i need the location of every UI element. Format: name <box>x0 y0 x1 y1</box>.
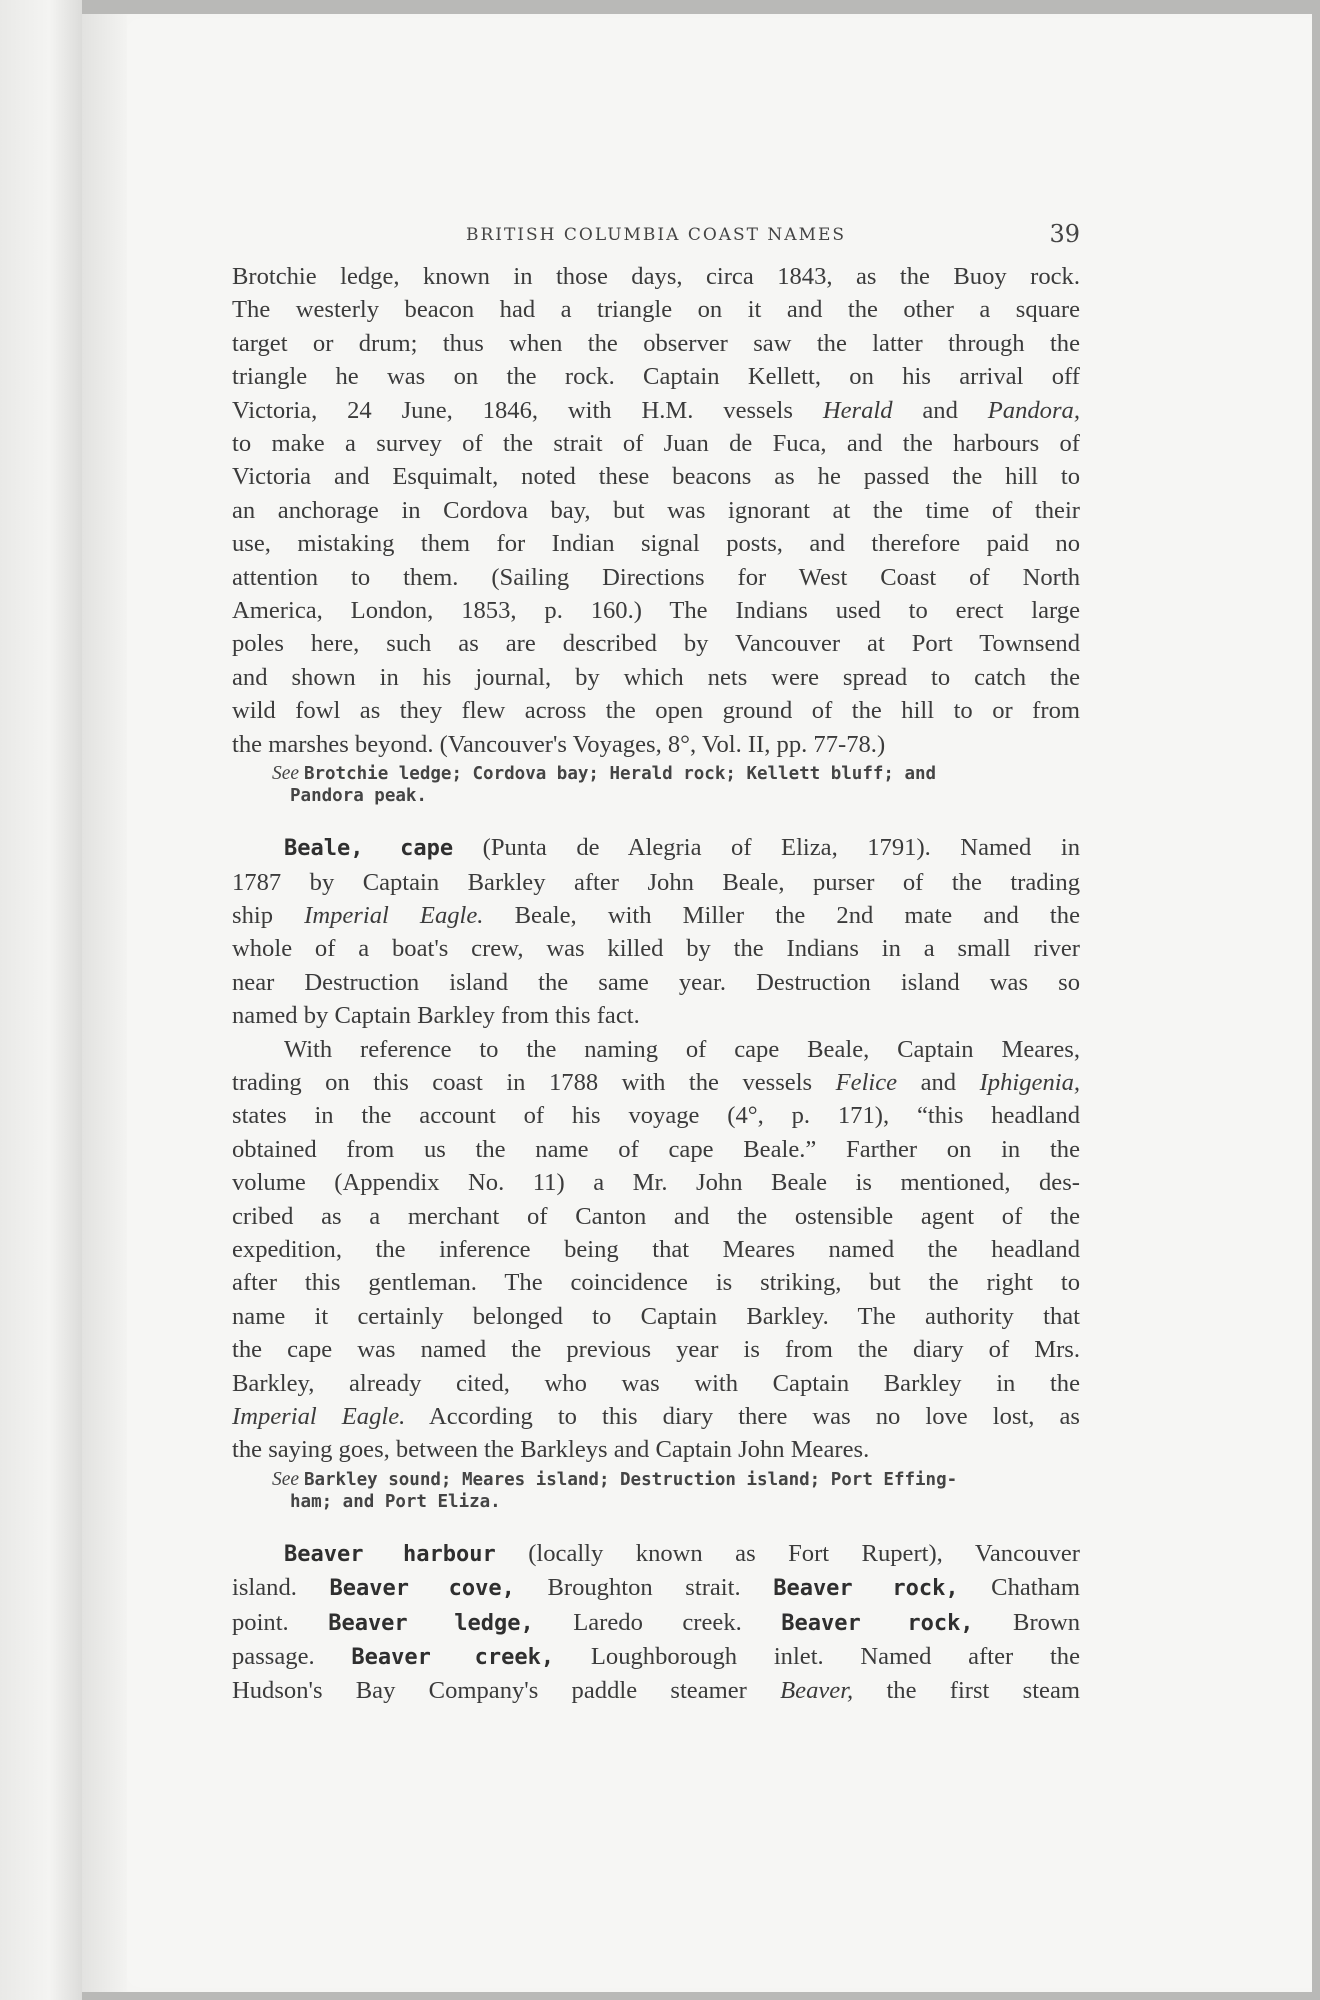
text-line: obtained from us the name of cape Beale.” Farther on in the <box>232 1135 1080 1163</box>
text-line <box>232 899 1080 932</box>
text-line: the marshes beyond. (Vancouver's Voyages, 8°, Vol. II, pp. 77-78.) <box>232 730 886 758</box>
text-run: and <box>897 1068 980 1096</box>
text-line: whole of a boat's crew, was killed by the Indians in a small river <box>232 935 1080 963</box>
text-run: Loughborough inlet. Named after the <box>554 1643 1080 1671</box>
text-line: With reference to the naming of cape Beale, Captain Meares, <box>284 1035 1080 1063</box>
text-run: ship <box>232 901 305 929</box>
page-number: 39 <box>1049 220 1080 248</box>
text-line <box>232 1571 1080 1605</box>
text-run: Victoria, 24 June, 1846, with H.M. vessels <box>232 396 823 424</box>
text-line: after this gentleman. The coincidence is striking, but the right to <box>232 1269 1080 1297</box>
text-line: use, mistaking them for Indian signal posts, and therefore paid no <box>232 530 1080 558</box>
paragraph-brotchie-continuation <box>232 260 1080 807</box>
text-run: Beale, with Miller the 2nd mate and the <box>483 901 1080 929</box>
ship-name-pandora: Pandora, <box>987 396 1080 424</box>
text-run: (Punta de Alegria of Eliza, 1791). Named in <box>453 834 1080 862</box>
headword: Beale, cape <box>284 836 454 862</box>
ship-name-beaver: Beaver, <box>780 1677 854 1705</box>
ship-name-felice: Felice <box>835 1068 898 1096</box>
cross-reference <box>232 763 1080 807</box>
entry-beaver <box>232 1537 1080 1708</box>
ship-name-iphigenia: Iphigenia, <box>979 1068 1081 1096</box>
entry-beale-cape <box>232 831 1080 1513</box>
ship-name: Imperial Eagle. <box>304 901 484 929</box>
see-refs-continued: Pandora peak. <box>290 786 427 807</box>
text-line <box>232 1606 1080 1640</box>
text-line: attention to them. (Sailing Directions for West Coast of North <box>232 563 1080 591</box>
text-run: According to this diary there was no love lost, as <box>405 1403 1080 1430</box>
text-line <box>232 394 1080 427</box>
text-line <box>232 1674 1080 1707</box>
text-line: wild fowl as they flew across the open ground of the hill to or from <box>232 697 1080 725</box>
scan-left-edge <box>0 0 82 2000</box>
page-gutter <box>82 14 127 1992</box>
text-run: Chatham <box>958 1574 1080 1602</box>
ship-name: Imperial Eagle. <box>232 1403 406 1430</box>
text-line: expedition, the inference being that Meares named the headland <box>232 1235 1080 1263</box>
see-label: See <box>272 1468 300 1490</box>
text-run: (locally known as Fort Rupert), Vancouver <box>495 1539 1080 1567</box>
text-line: volume (Appendix No. 11) a Mr. John Beale is mentioned, des- <box>232 1169 1080 1197</box>
headword: Beaver cove, <box>329 1576 515 1602</box>
ship-name-herald: Herald <box>822 396 893 424</box>
running-title: BRITISH COLUMBIA COAST NAMES <box>465 225 847 245</box>
text-run: Brown <box>973 1608 1081 1636</box>
text-line: Barkley, already cited, who was with Captain Barkley in the <box>232 1369 1080 1397</box>
text-run: Laredo creek. <box>533 1608 782 1636</box>
text-run: trading on this coast in 1788 with the vessels <box>232 1068 836 1096</box>
text-line: near Destruction island the same year. Destruction island was so <box>232 968 1080 996</box>
text-run: passage. <box>232 1643 352 1671</box>
text-line <box>232 1537 1080 1571</box>
see-refs: Barkley sound; Meares island; Destruction island; Port Effing- <box>303 1469 958 1490</box>
text-run: and <box>892 396 988 424</box>
headword: Beaver harbour <box>284 1541 496 1567</box>
text-line: states in the account of his voyage (4°, p. 171), “this headland <box>232 1102 1080 1130</box>
text-run: Hudson's Bay Company's paddle steamer <box>232 1677 781 1705</box>
text-line: triangle he was on the rock. Captain Kellett, on his arrival off <box>232 363 1080 391</box>
text-line: named by Captain Barkley from this fact. <box>232 1002 640 1030</box>
headword: Beaver rock, <box>781 1610 974 1636</box>
text-run: the first steam <box>853 1677 1081 1705</box>
text-line <box>232 831 1080 865</box>
text-line: to make a survey of the strait of Juan de Fuca, and the harbours of <box>232 430 1080 458</box>
text-line <box>232 1640 1080 1674</box>
see-label: See <box>272 763 300 785</box>
text-line: The westerly beacon had a triangle on it and the other a square <box>232 296 1080 324</box>
text-line: Victoria and Esquimalt, noted these beacons as he passed the hill to <box>232 463 1080 491</box>
text-line: cribed as a merchant of Canton and the ostensible agent of the <box>232 1202 1080 1230</box>
text-line <box>232 1066 1080 1099</box>
cross-reference <box>232 1469 1080 1513</box>
headword: Beaver creek, <box>351 1645 555 1671</box>
text-run: Broughton strait. <box>514 1574 774 1602</box>
see-refs: Brotchie ledge; Cordova bay; Herald rock; Kellett bluff; and <box>303 764 937 785</box>
text-line: poles here, such as are described by Vancouver at Port Townsend <box>232 630 1080 658</box>
text-line: 1787 by Captain Barkley after John Beale, purser of the trading <box>232 868 1080 896</box>
text-line: the cape was named the previous year is from the diary of Mrs. <box>232 1336 1080 1364</box>
text-line: Brotchie ledge, known in those days, circa 1843, as the Buoy rock. <box>232 263 1080 290</box>
text-line <box>232 1400 1080 1433</box>
text-line: an anchorage in Cordova bay, but was ignorant at the time of their <box>232 496 1080 524</box>
running-header <box>232 220 1080 260</box>
headword: Beaver rock, <box>773 1576 959 1602</box>
page-content <box>232 220 1080 1708</box>
see-refs-continued: ham; and Port Eliza. <box>290 1491 501 1512</box>
text-line: target or drum; thus when the observer saw the latter through the <box>232 329 1080 357</box>
text-line: America, London, 1853, p. 160.) The Indians used to erect large <box>232 597 1080 625</box>
headword: Beaver ledge, <box>328 1610 534 1636</box>
text-run: island. <box>232 1574 330 1602</box>
text-run: point. <box>232 1608 329 1636</box>
text-line: and shown in his journal, by which nets were spread to catch the <box>232 663 1080 691</box>
text-line: the saying goes, between the Barkleys and Captain John Meares. <box>232 1436 870 1464</box>
text-line: name it certainly belonged to Captain Barkley. The authority that <box>232 1302 1080 1330</box>
